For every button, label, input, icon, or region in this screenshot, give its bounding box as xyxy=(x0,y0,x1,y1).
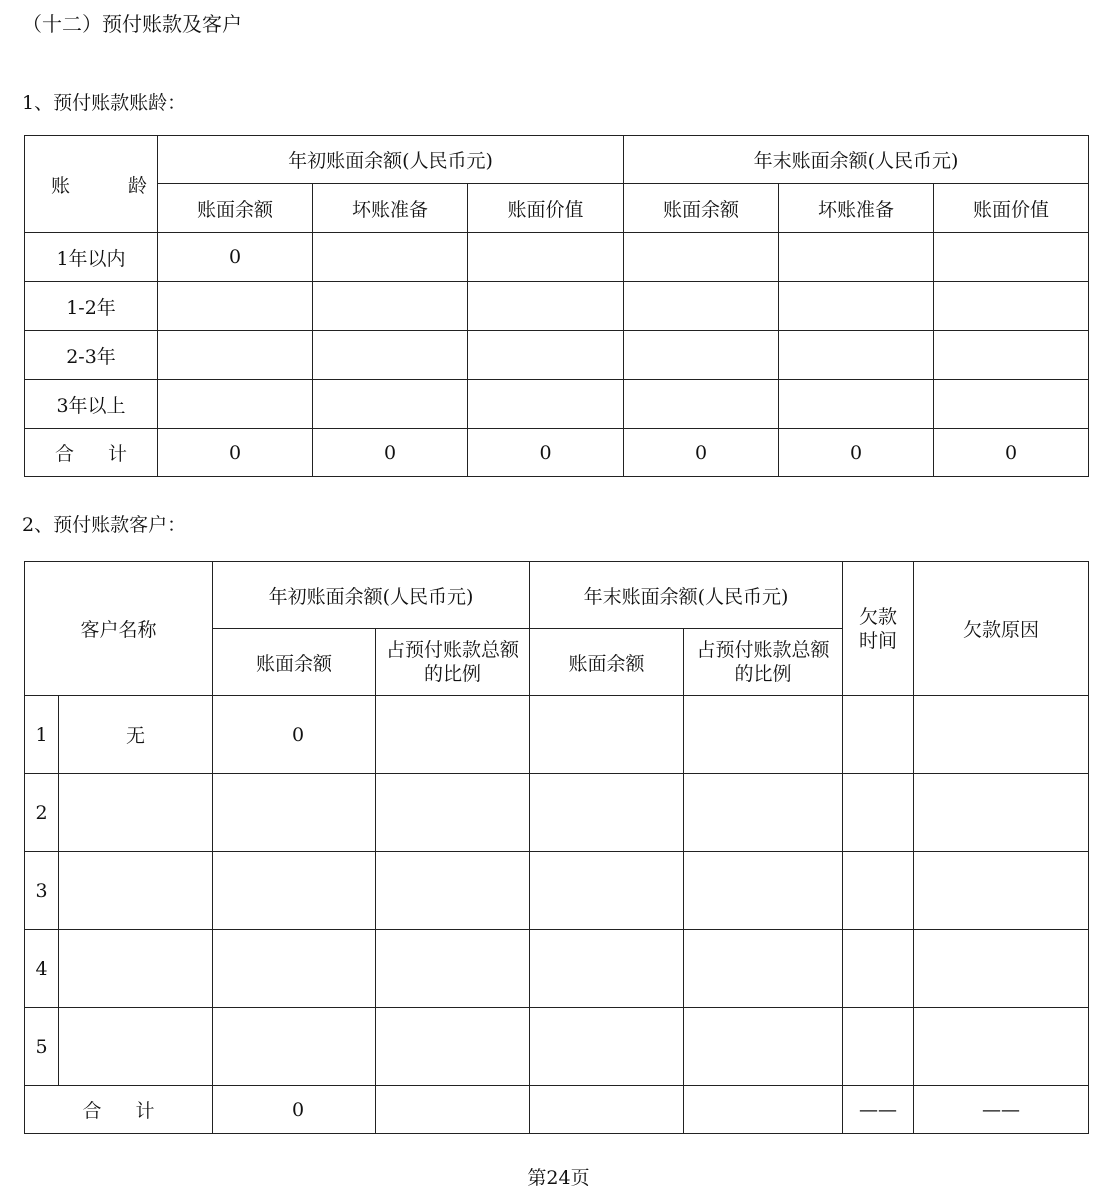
table-cell xyxy=(158,331,313,380)
table-row xyxy=(25,1008,1089,1086)
table-cell xyxy=(914,852,1089,930)
table-cell xyxy=(530,696,684,774)
table-cell xyxy=(934,282,1089,331)
table-cell xyxy=(376,774,530,852)
row-label: 合 计 xyxy=(25,429,158,477)
table-cell: 0 xyxy=(213,1086,376,1134)
table-cell xyxy=(684,696,843,774)
aging-subtitle: 1、预付账款账龄： xyxy=(22,92,187,114)
column-header: 账面余额 xyxy=(624,184,779,233)
column-header: 占预付账款总额的比例 xyxy=(376,629,530,696)
table-cell xyxy=(914,1008,1089,1086)
customers-subtitle: 2、预付账款客户： xyxy=(22,514,187,536)
row-label: 3年以上 xyxy=(25,380,158,429)
row-label: 1年以内 xyxy=(25,233,158,282)
table-cell xyxy=(376,1086,530,1134)
customer-name xyxy=(59,930,213,1008)
table-cell xyxy=(213,852,376,930)
page-number: 第24页 xyxy=(527,1167,590,1189)
table-cell: 0 xyxy=(934,429,1089,477)
customer-name: 无 xyxy=(59,696,213,774)
row-label: 1-2年 xyxy=(25,282,158,331)
table-cell: 0 xyxy=(313,429,468,477)
table-cell xyxy=(843,1008,914,1086)
arrears-time-header: 欠款时间 xyxy=(843,562,914,696)
row-index: 5 xyxy=(25,1008,59,1086)
table-cell xyxy=(843,852,914,930)
table-cell xyxy=(313,282,468,331)
table-cell xyxy=(843,774,914,852)
column-header: 坏账准备 xyxy=(313,184,468,233)
table-cell xyxy=(313,380,468,429)
total-row xyxy=(25,1086,1089,1134)
table-row xyxy=(25,380,1089,429)
table-cell: 0 xyxy=(213,696,376,774)
table-cell xyxy=(624,233,779,282)
table-cell xyxy=(914,696,1089,774)
table-cell xyxy=(376,930,530,1008)
table-cell xyxy=(934,233,1089,282)
column-header: 账面价值 xyxy=(468,184,624,233)
table-row xyxy=(25,774,1089,852)
end-group-header: 年末账面余额(人民币元) xyxy=(530,562,843,629)
table-cell xyxy=(914,930,1089,1008)
table-row xyxy=(25,233,1089,282)
table-cell xyxy=(158,282,313,331)
table-cell xyxy=(468,282,624,331)
section-heading: （十二）预付账款及客户 xyxy=(22,12,242,36)
table-cell xyxy=(624,282,779,331)
table-cell xyxy=(684,1008,843,1086)
table-cell xyxy=(684,1086,843,1134)
table-cell xyxy=(779,380,934,429)
begin-group-header: 年初账面余额(人民币元) xyxy=(158,136,624,184)
customers-table xyxy=(24,561,1089,1134)
table-row xyxy=(25,852,1089,930)
table-cell xyxy=(934,380,1089,429)
table-cell xyxy=(376,1008,530,1086)
column-header: 账面余额 xyxy=(530,629,684,696)
table-cell xyxy=(624,380,779,429)
customer-name xyxy=(59,1008,213,1086)
table-cell: 0 xyxy=(468,429,624,477)
table-row xyxy=(25,331,1089,380)
total-label: 合 计 xyxy=(25,1086,213,1134)
customer-name-header: 客户名称 xyxy=(25,562,213,696)
column-header: 账面价值 xyxy=(934,184,1089,233)
table-cell: 0 xyxy=(624,429,779,477)
table-cell xyxy=(530,1008,684,1086)
table-cell xyxy=(213,1008,376,1086)
table-cell xyxy=(530,1086,684,1134)
table-cell xyxy=(468,331,624,380)
row-index: 2 xyxy=(25,774,59,852)
column-header: 占预付账款总额的比例 xyxy=(684,629,843,696)
table-cell xyxy=(934,331,1089,380)
table-cell: —— xyxy=(914,1086,1089,1134)
table-cell xyxy=(779,331,934,380)
begin-group-header: 年初账面余额(人民币元) xyxy=(213,562,530,629)
table-cell: 0 xyxy=(779,429,934,477)
column-header: 坏账准备 xyxy=(779,184,934,233)
table-cell xyxy=(684,852,843,930)
table-row xyxy=(25,930,1089,1008)
table-cell xyxy=(843,930,914,1008)
arrears-reason-header: 欠款原因 xyxy=(914,562,1089,696)
row-label: 2-3年 xyxy=(25,331,158,380)
table-cell xyxy=(779,282,934,331)
table-cell xyxy=(530,774,684,852)
age-header: 账 龄 xyxy=(25,136,158,233)
table-cell: 0 xyxy=(158,233,313,282)
table-cell xyxy=(376,852,530,930)
table-cell xyxy=(779,233,934,282)
table-row xyxy=(25,696,1089,774)
table-cell xyxy=(213,930,376,1008)
aging-table xyxy=(24,135,1089,477)
table-cell: 0 xyxy=(158,429,313,477)
table-cell xyxy=(530,852,684,930)
customer-name xyxy=(59,774,213,852)
column-header: 账面余额 xyxy=(213,629,376,696)
table-cell xyxy=(684,930,843,1008)
table-cell xyxy=(468,233,624,282)
table-cell xyxy=(313,233,468,282)
row-index: 4 xyxy=(25,930,59,1008)
table-cell xyxy=(843,696,914,774)
table-cell xyxy=(624,331,779,380)
table-cell xyxy=(313,331,468,380)
row-index: 3 xyxy=(25,852,59,930)
table-cell xyxy=(376,696,530,774)
customer-name xyxy=(59,852,213,930)
table-cell xyxy=(914,774,1089,852)
table-cell xyxy=(158,380,313,429)
end-group-header: 年末账面余额(人民币元) xyxy=(624,136,1089,184)
total-row xyxy=(25,429,1089,477)
column-header: 账面余额 xyxy=(158,184,313,233)
table-cell xyxy=(468,380,624,429)
table-cell xyxy=(530,930,684,1008)
table-cell: —— xyxy=(843,1086,914,1134)
row-index: 1 xyxy=(25,696,59,774)
table-cell xyxy=(684,774,843,852)
table-cell xyxy=(213,774,376,852)
table-row xyxy=(25,282,1089,331)
